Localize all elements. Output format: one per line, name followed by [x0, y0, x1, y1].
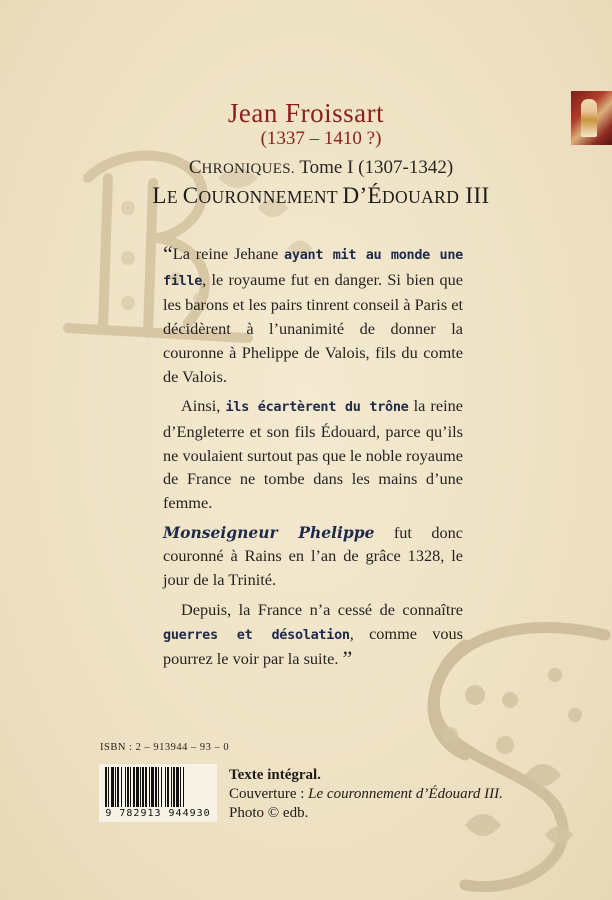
series-tome: Tome I (1307-1342)	[294, 157, 454, 178]
isbn: ISBN : 2 – 913944 – 93 – 0	[100, 742, 230, 753]
quote-paragraph	[163, 242, 463, 388]
author-name: Jean Froissart	[227, 98, 385, 128]
photo-credit: Photo © edb.	[229, 805, 309, 821]
series-initial: C	[188, 157, 202, 178]
credits	[229, 766, 503, 823]
quote-text: , le royaume fut en danger. Si bien que les barons et les pairs tinrent conseil à Paris et décidèrent à l’unanimité de donner la couronne à Phelippe de Valois, fils du comte de Valois.	[163, 269, 463, 386]
quote-text: Depuis, la France n’a cessé de connaître	[181, 599, 463, 619]
quote-paragraph	[163, 598, 463, 671]
quote-text: La reine Jehane	[172, 244, 285, 263]
quote-text: Ainsi,	[181, 396, 226, 416]
quote-text: la reine d’Engleterre et son fils Édouard, parce qu’ils ne voulaient surtout pas que le noble royaume de France ne tombe dans les mains d’une femme.	[163, 396, 463, 513]
cover-label: Couverture :	[229, 786, 309, 802]
cover-credit	[229, 785, 503, 804]
series-line	[0, 157, 612, 179]
book-title	[0, 183, 612, 209]
barcode-image	[99, 764, 217, 808]
title-part: OURONNEMENT	[198, 187, 343, 207]
title-part: D’É	[342, 183, 382, 208]
quote-text: fut donc couronné à Rains en l’an de grâce 1328, le jour de la Trinité.	[163, 522, 463, 590]
quote-text: , comme vous pourrez le voir par la suite.	[163, 623, 463, 669]
excerpt-quote	[163, 242, 463, 677]
close-quote-mark: ”	[342, 646, 353, 672]
quote-paragraph	[163, 394, 463, 515]
series-name: HRONIQUES.	[201, 161, 295, 177]
integral-text-note: Texte intégral.	[229, 767, 321, 783]
quote-emphasis: Monseigneur Phelippe	[163, 522, 375, 542]
quote-paragraph	[163, 521, 463, 592]
barcode	[99, 764, 217, 822]
barcode-number: 9 782913 944930	[105, 808, 211, 819]
title-part: L	[152, 183, 167, 208]
title-part: DOUARD	[382, 187, 460, 207]
title-part: E	[166, 187, 183, 207]
title-part: III	[459, 183, 490, 208]
cover-title: Le couronnement d’Édouard III.	[308, 786, 503, 802]
open-quote-mark: “	[163, 241, 173, 266]
author-dates: (1337 – 1410 ?)	[260, 128, 382, 149]
quote-emphasis: ayant mit au monde une fille	[163, 247, 463, 289]
quote-emphasis: guerres et désolation	[163, 626, 350, 643]
quote-emphasis: ils écartèrent du trône	[225, 399, 409, 416]
title-part: C	[182, 183, 199, 208]
